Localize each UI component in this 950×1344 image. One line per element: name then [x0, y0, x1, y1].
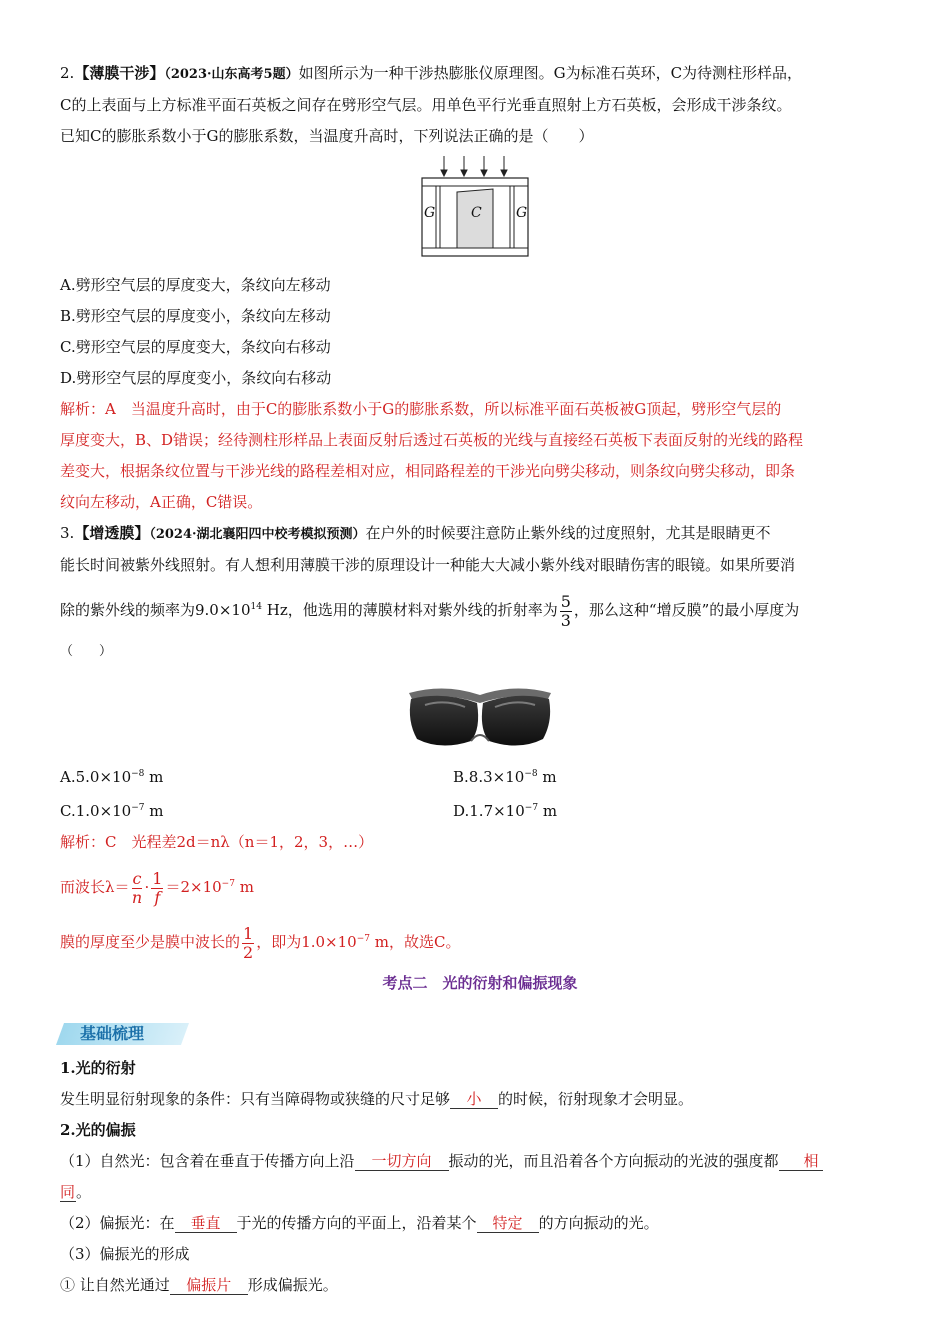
sunglasses-image [60, 681, 900, 755]
q3-paren: （ ） [60, 644, 113, 659]
q2-analysis-line4: 纹向左移动，A正确，C错误。 [60, 493, 263, 511]
q2-analysis-line2: 厚度变大，B、D错误；经待测柱形样品上表面反射后透过石英板的光线与直接经石英板下表面反射的光线的路程 [60, 431, 804, 449]
q3-analysis-line3: 膜的厚度至少是膜中波长的 $\frac{1}{2}$ ，即为$1.0\times 10^{-7}$ m，故选C。 [60, 923, 461, 962]
label-g-left: G [424, 205, 436, 221]
q3-option-d: $D.1.7\times 10^{-7}$ m [453, 802, 558, 820]
q2-stem-line2: C的上表面与上方标准平面石英板之间存在劈形空气层。用单色平行光垂直照射上方石英板，会形成干涉条纹。 [60, 96, 792, 114]
formation-step1: ① 让自然光通过 偏振片 形成偏振光。 [60, 1276, 338, 1294]
fill-blank-perpendicular: 垂直 [175, 1214, 237, 1233]
q3-stem-line3: 除的紫外线的频率为$9.0\times 10^{14}$ Hz，他选用的薄膜材料对紫外线的折射率为 $\frac{5}{3}$ ，那么这种“增反膜”的最小厚度为 [60, 591, 800, 630]
fill-blank-specific: 特定 [477, 1214, 539, 1233]
diffraction-condition: 发生明显衍射现象的条件：只有当障碍物或狭缝的尺寸足够 小 的时候，衍射现象才会明显。 [60, 1090, 694, 1108]
q3-option-a: $A.5.0\times 10^{-8}$ m [60, 768, 164, 786]
q2-analysis-line3: 差变大，根据条纹位置与干涉光线的路程差相对应，相同路程差的干涉光向劈尖移动，则条纹向劈尖移动，即条 [60, 462, 796, 480]
label-g-right: G [516, 205, 528, 221]
polarized-light-line: （2）偏振光：在 垂直 于光的传播方向的平面上，沿着某个 特定 的方向振动的光。 [60, 1214, 659, 1232]
fill-blank-all-directions: 一切方向 [355, 1152, 449, 1171]
q3-analysis-line2: 而波长λ＝ $\frac{c}{n}$ · $\frac{1}{f}$ $=2\times 10^{-7}$ m [60, 868, 254, 907]
q3-option-c: $C.1.0\times 10^{-7}$ m [60, 802, 164, 820]
q3-stem-line2: 能长时间被紫外线照射。有人想利用薄膜干涉的原理设计一种能大大减小紫外线对眼睛伤害的眼镜。如果所要消 [60, 556, 796, 574]
polarization-heading: 2.光的偏振 [60, 1121, 136, 1139]
q3-options-row1 [60, 759, 900, 793]
q2-option-c: C.劈形空气层的厚度变大，条纹向右移动 [60, 338, 331, 356]
q2-figure [60, 156, 900, 264]
fill-blank-same-part1: 相 [779, 1152, 823, 1171]
sunglasses-icon [405, 681, 555, 751]
q2-option-b: B.劈形空气层的厚度变小，条纹向左移动 [60, 307, 331, 325]
fill-blank-small: 小 [450, 1090, 498, 1109]
q2-option-d: D.劈形空气层的厚度变小，条纹向右移动 [60, 369, 332, 387]
q3-options-row2 [60, 793, 900, 827]
fill-blank-polarizer: 偏振片 [170, 1276, 248, 1295]
q2-source: （2023·山东高考5题） [164, 67, 299, 82]
q3-analysis-line1: 解析：C 光程差2d＝nλ（n＝1，2，3，…） [60, 833, 374, 851]
q2-stem-line1: 2.【薄膜干涉】（2023·山东高考5题）如图所示为一种干涉热膨胀仪原理图。G为标准石英环，C为待测柱形样品， [60, 64, 803, 82]
q3-tag: 【增透膜】 [74, 524, 150, 542]
q2-analysis-line1: 解析：A 当温度升高时，由于C的膨胀系数小于G的膨胀系数，所以标准平面石英板被G顶起，劈形空气层的 [60, 400, 782, 418]
q2-stem-line3: 已知C的膨胀系数小于G的膨胀系数，当温度升高时，下列说法正确的是（ ） [60, 127, 594, 145]
document-page [60, 58, 900, 1301]
natural-light-line1: （1）自然光：包含着在垂直于传播方向上沿 一切方向 振动的光，而且沿着各个方向振动的光波的强度都 相 [60, 1146, 900, 1177]
q3-option-b: $B.8.3\times 10^{-8}$ m [453, 768, 557, 786]
q2-tag: 【薄膜干涉】 [74, 64, 165, 82]
diffraction-heading: 1.光的衍射 [60, 1059, 136, 1077]
basics-badge: 基础梳理 [60, 1019, 185, 1047]
q3-stem-line1: 3.【增透膜】（2024·湖北襄阳四中校考模拟预测）在户外的时候要注意防止紫外线的过度照射，尤其是眼睛更不 [60, 524, 771, 542]
refractive-index-fraction: $\frac{5}{3}$ [560, 591, 571, 630]
fill-blank-same-part2: 同 [60, 1183, 76, 1201]
q2-option-a: A.劈形空气层的厚度变大，条纹向左移动 [60, 276, 331, 294]
label-c: C [471, 205, 482, 221]
q3-source: （2024·湖北襄阳四中校考模拟预测） [149, 527, 366, 542]
section-title: 考点二 光的衍射和偏振现象 [382, 974, 578, 992]
natural-light-line2: 同。 [60, 1183, 92, 1201]
polarization-formation: （3）偏振光的形成 [60, 1245, 190, 1263]
